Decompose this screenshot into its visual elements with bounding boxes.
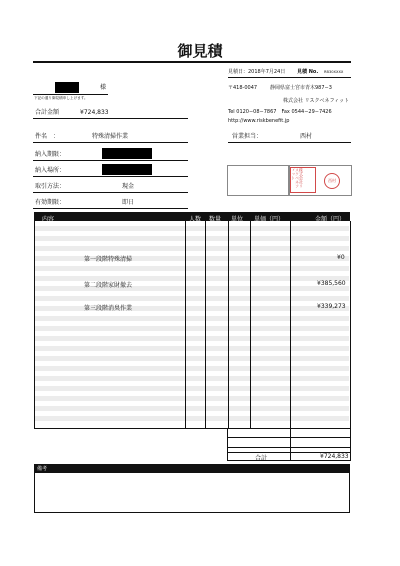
col-divider bbox=[185, 221, 186, 428]
sales-rep-label: 営業担当： bbox=[232, 133, 263, 140]
title-underline bbox=[33, 61, 351, 63]
delivery-date-underline bbox=[33, 160, 188, 161]
row-3-amount: ¥339,273 bbox=[317, 303, 346, 310]
table-stripe bbox=[35, 226, 349, 231]
grand-total-label: 合計 bbox=[255, 455, 268, 462]
delivery-place-underline bbox=[33, 176, 188, 177]
table-stripe bbox=[35, 336, 349, 341]
validity-underline bbox=[33, 208, 188, 209]
stamp-box-blank bbox=[227, 165, 290, 196]
subject-label: 件名 ： bbox=[35, 133, 60, 140]
col-content-header: 内容 bbox=[42, 216, 55, 223]
validity-label: 有効期限： bbox=[35, 199, 66, 206]
table-stripe bbox=[35, 256, 349, 261]
subject-value: 特殊清掃作業 bbox=[92, 133, 129, 140]
table-stripe bbox=[35, 266, 349, 271]
company-postal: 〒418-0047 bbox=[228, 85, 258, 91]
remarks-label: 備考 bbox=[37, 466, 48, 472]
col-divider bbox=[290, 221, 291, 428]
company-phone: Tel 0120−08−7867 Fax 0544−29−7426 bbox=[228, 109, 332, 115]
payment-method-value: 現金 bbox=[122, 183, 135, 190]
table-stripe bbox=[35, 246, 349, 251]
table-stripe bbox=[35, 406, 349, 411]
personal-seal-text: 西村 bbox=[328, 178, 336, 183]
col-people-header: 人数 bbox=[189, 216, 202, 223]
company-name: 株式会社 リスクベネフィット bbox=[283, 98, 350, 104]
company-address: 静岡県富士宮市青木987−3 bbox=[270, 85, 332, 91]
col-unit-price-header: 単価（円） bbox=[254, 216, 285, 223]
table-stripe bbox=[35, 396, 349, 401]
payment-method-label: 取引方法： bbox=[35, 183, 66, 190]
col-amount-header: 金額（円） bbox=[315, 216, 346, 223]
table-stripe bbox=[35, 356, 349, 361]
date-underline bbox=[228, 77, 351, 78]
delivery-place-label: 納入場所： bbox=[35, 167, 66, 174]
recipient-name-redacted bbox=[55, 82, 79, 93]
personal-seal-stamp bbox=[324, 173, 340, 189]
sales-underline bbox=[228, 142, 351, 143]
total-amount-value: ¥724,833 bbox=[80, 109, 109, 116]
table-stripe bbox=[35, 376, 349, 381]
payment-underline bbox=[33, 192, 188, 193]
total-underline bbox=[33, 118, 188, 119]
row-2-content: 第二段階家財撤去 bbox=[84, 282, 133, 289]
totals-divider bbox=[290, 428, 291, 460]
quote-date: 見積日：2018年7月24日 bbox=[228, 69, 286, 75]
row-2-amount: ¥385,560 bbox=[317, 280, 346, 287]
subject-underline bbox=[33, 142, 188, 143]
remarks-header bbox=[34, 464, 350, 472]
quote-number-value: RB30XXXX bbox=[324, 70, 344, 74]
col-divider bbox=[250, 221, 251, 428]
table-stripe bbox=[35, 346, 349, 351]
table-stripe bbox=[35, 366, 349, 371]
totals-line bbox=[227, 437, 350, 438]
table-stripe bbox=[35, 296, 349, 301]
totals-line bbox=[227, 447, 350, 448]
company-url: http://www.riskbenefit.jp bbox=[228, 118, 290, 124]
delivery-place-redacted bbox=[102, 164, 152, 175]
table-stripe bbox=[35, 326, 349, 331]
table-stripe bbox=[35, 276, 349, 281]
items-table-header bbox=[34, 212, 350, 221]
row-1-amount: ¥0 bbox=[337, 254, 345, 261]
recipient-honorific: 様 bbox=[100, 84, 107, 91]
row-3-content: 第三段階消臭作業 bbox=[84, 305, 133, 312]
table-stripe bbox=[35, 286, 349, 291]
delivery-date-label: 納入期限： bbox=[35, 151, 66, 158]
col-divider bbox=[228, 221, 229, 428]
recipient-note: 下記の通り御見積申し上げます。 bbox=[34, 96, 88, 100]
row-1-content: 第一段階特殊清掃 bbox=[84, 256, 133, 263]
table-stripe bbox=[35, 236, 349, 241]
quote-number-label: 見積 No. bbox=[297, 69, 319, 75]
table-stripe bbox=[35, 316, 349, 321]
remarks-box bbox=[34, 472, 350, 513]
delivery-date-redacted bbox=[102, 148, 152, 159]
col-unit-header: 単位 bbox=[231, 216, 244, 223]
recipient-underline bbox=[33, 94, 108, 95]
table-stripe bbox=[35, 306, 349, 311]
total-amount-label: 合計金額 bbox=[35, 109, 60, 116]
grand-total-value: ¥724,833 bbox=[320, 453, 349, 460]
sales-rep-value: 西村 bbox=[300, 133, 313, 140]
col-quantity-header: 数量 bbox=[209, 216, 222, 223]
company-seal-text: 株式会社リスクベネフィット bbox=[291, 168, 304, 188]
table-stripe bbox=[35, 386, 349, 391]
document-title: 御見積 bbox=[177, 42, 223, 60]
table-stripe bbox=[35, 416, 349, 421]
validity-value: 即日 bbox=[122, 199, 135, 206]
col-divider bbox=[205, 221, 206, 428]
company-seal-stamp bbox=[290, 167, 316, 193]
